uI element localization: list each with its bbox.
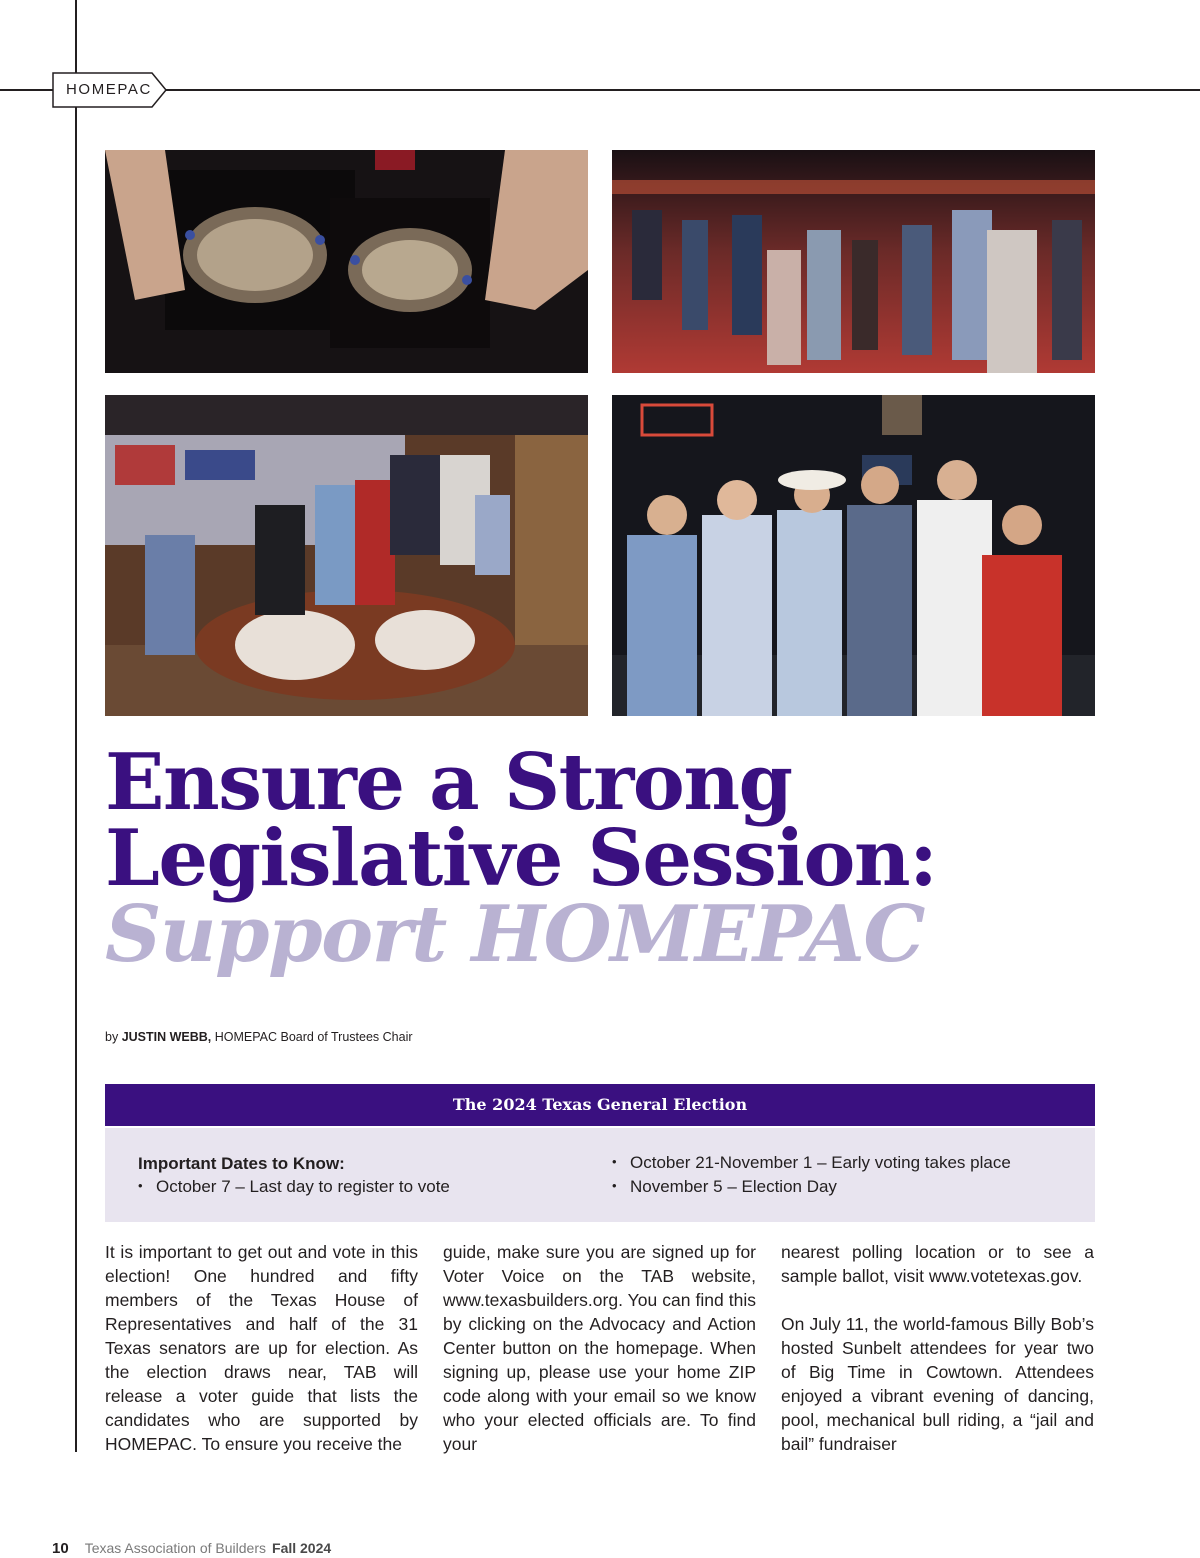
date-item	[138, 1177, 450, 1197]
body-column-2	[443, 1240, 756, 1456]
page-footer	[52, 1540, 331, 1557]
body-column-1	[105, 1240, 418, 1456]
title-line-1: Ensure a Strong	[105, 737, 792, 828]
byline-author: JUSTIN WEBB,	[121, 1030, 212, 1044]
byline-prefix: by	[105, 1030, 119, 1044]
bullet-icon: •	[612, 1178, 617, 1193]
margin-rule-vertical	[75, 0, 77, 1452]
mechanical-bull-photo	[105, 395, 588, 716]
body-column-3	[781, 1240, 1094, 1456]
title-line-3: Support HOMEPAC	[105, 889, 924, 980]
body-paragraph: guide, make sure you are signed up for Voter Voice on the TAB website, www.texasbuilders.org. You can find this by clicking on the Advocacy and Action Center button on the homepage. When signing up, please use your home ZIP code along with your email so we know who your elected officials are. To find your	[443, 1242, 756, 1454]
date-item	[612, 1177, 837, 1197]
dance-floor-photo	[612, 150, 1095, 373]
page-number: 10	[52, 1540, 69, 1557]
belt-buckles-photo	[105, 150, 588, 373]
section-tag-label: HOMEPAC	[66, 81, 152, 98]
title-line-2: Legislative Session:	[105, 813, 937, 904]
bullet-icon: •	[612, 1154, 617, 1169]
election-box-heading: The 2024 Texas General Election	[105, 1084, 1095, 1126]
byline	[105, 1030, 413, 1044]
section-tag	[52, 72, 168, 108]
header-rule	[0, 89, 1200, 91]
body-paragraph: It is important to get out and vote in this election! One hundred and fifty members of the Texas House of Representatives and half of the 31 Texas senators are up for election. As the election draws near, TAB will release a voter guide that lists the candidates who are supported by HOMEPAC. To ensure you receive the	[105, 1242, 418, 1454]
article-title	[105, 737, 937, 980]
date-text: October 7 – Last day to register to vote	[156, 1177, 450, 1196]
body-paragraph: nearest polling location or to see a sample ballot, visit www.votetexas.gov.	[781, 1242, 1094, 1286]
date-text: October 21-November 1 – Early voting takes place	[630, 1153, 1011, 1172]
group-photo	[612, 395, 1095, 716]
byline-role: HOMEPAC Board of Trustees Chair	[214, 1030, 413, 1044]
dates-heading: Important Dates to Know:	[138, 1154, 345, 1173]
body-paragraph: On July 11, the world-famous Billy Bob’s hosted Sunbelt attendees for year two of Big Time in Cowtown. Attendees enjoyed a vibrant evening of dancing, pool, mechanical bull riding, a “jail and bail” fundraiser	[781, 1314, 1094, 1454]
issue-name: Fall 2024	[272, 1540, 332, 1556]
election-box	[105, 1128, 1095, 1222]
publication-name: Texas Association of Builders	[84, 1540, 267, 1556]
date-item	[612, 1153, 1011, 1173]
bullet-icon: •	[138, 1178, 143, 1193]
date-text: November 5 – Election Day	[630, 1177, 837, 1196]
